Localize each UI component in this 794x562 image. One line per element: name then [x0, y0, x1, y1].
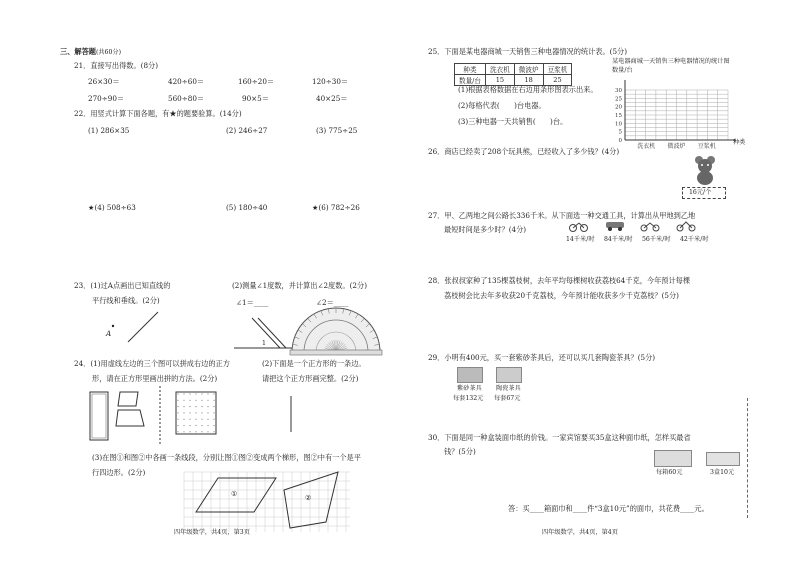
item1-price: 每套132元: [453, 395, 484, 402]
table-cell: 豆浆机: [543, 64, 572, 75]
table-cell: 18: [514, 75, 543, 86]
binding-line: [747, 398, 748, 518]
table-cell: 15: [486, 75, 515, 86]
q30-answer[interactable]: 答：买____箱面巾和____件“3盒10元”的面巾，共花费____元。: [508, 504, 709, 513]
speed-label: 14千米/时: [566, 236, 595, 243]
q27-line1: 27．甲、乙两地之间公路长336千米。从下面选一种交通工具，计算出从甲地到乙地: [428, 211, 696, 220]
angle-1-label: 1: [262, 340, 266, 347]
q21-item: 160÷20＝: [238, 77, 275, 86]
q24-line1: 24．(1)用虚线左边的三个图可以拼成右边的正方: [74, 359, 230, 368]
q22-item: (3) 775÷25: [316, 126, 358, 135]
box-price: 3盒10元: [710, 469, 735, 476]
q30-line1: 30．下面是同一种盒装面巾纸的价钱。一家宾馆要买35盒这种面巾纸，怎样买最省: [428, 433, 691, 442]
q21-item: 90×5＝: [242, 94, 269, 103]
q25-q2: (2)每格代表( )台电器。: [458, 101, 546, 110]
q28-line1: 28．张叔叔家种了135棵荔枝树，去年平均每棵树收获荔枝64千克，今年预计每棵: [428, 276, 691, 285]
q21-stem: 21．直接写出得数。(8分): [74, 61, 159, 70]
table-cell: 洗衣机: [486, 64, 515, 75]
point-a-label: A: [106, 329, 112, 338]
footer-left: 四年级数学，共4页，第3页: [174, 529, 250, 536]
q28-line2: 荔枝树会比去年多收获20千克荔枝，今年预计能收获多少千克荔枝？(5分): [444, 291, 679, 300]
tissue-boxes-image: [706, 452, 740, 466]
figure-2-label: ②: [305, 493, 312, 502]
bear-price: 16元/个: [689, 189, 712, 196]
angle1-answer[interactable]: ∠1＝____: [236, 298, 269, 307]
y-tick-label: 10: [615, 121, 622, 128]
item2-price: 每套67元: [494, 395, 521, 402]
ceramic-tea-set-image: [496, 367, 522, 383]
q24-line4: 行四边形。(2分): [92, 468, 146, 477]
item1-name: 紫砂茶具: [457, 385, 482, 392]
q25-stem: 25．下面是某电器商城一天销售三种电器情况的统计表。(5分): [428, 47, 628, 56]
motorcycle-icon: [641, 223, 659, 231]
q22-item: ★(4) 508÷63: [88, 203, 136, 212]
tissue-case-image: [654, 450, 692, 467]
q21-item: 420÷60＝: [168, 77, 205, 86]
category-label: 洗衣机: [637, 143, 656, 150]
q22-item: ★(6) 782÷26: [312, 203, 360, 212]
q21-item: 40×25＝: [316, 94, 348, 103]
q21-item: 26×30＝: [88, 77, 120, 86]
table-cell: 数量/台: [455, 75, 486, 86]
section-title: 三、解答题(共60分): [60, 47, 122, 56]
y-tick-label: 25: [615, 96, 622, 103]
q24-right1: (2)下面是一个正方形的一条边。: [262, 359, 366, 368]
q21-item: 270÷90＝: [88, 94, 125, 103]
table-cell: 25: [543, 75, 572, 86]
table-cell: 种类: [455, 64, 486, 75]
speed-label: 56千米/时: [642, 236, 671, 243]
car-icon: [606, 222, 624, 231]
category-label: 微波炉: [667, 143, 686, 150]
q23-line1: 23．(1)过A点画出已知直线的: [74, 281, 171, 290]
chart-title: 某电器商城一天销售三种电器情况的统计图: [612, 58, 730, 65]
q27-line2: 最短时间是多少时？(4分): [444, 225, 527, 234]
y-axis-label: 数量/台: [612, 67, 633, 74]
motorcycle-icon: [677, 222, 695, 231]
y-tick-label: 5: [618, 129, 622, 136]
q25-q1: (1)根据表格数据在右边用条形图表示出来。: [458, 85, 598, 94]
angle2-answer[interactable]: ∠2＝____: [316, 298, 349, 307]
speed-label: 84千米/时: [604, 236, 633, 243]
q22-item: (2) 246÷27: [226, 126, 268, 135]
q24-line3: (3)在图①和图②中各画一条线段，分别让图①图②变成两个梯形，图②中有一个是平: [92, 453, 361, 462]
x-axis-label: 种类: [733, 139, 746, 146]
y-tick-label: 20: [615, 104, 622, 111]
q22-item: (5) 180÷40: [226, 203, 268, 212]
q26-stem: 26．商店已经卖了208个玩具熊，已经收入了多少钱？(4分): [428, 147, 620, 156]
q30-line2: 钱？(5分): [444, 447, 476, 456]
bicycle-icon: [570, 223, 588, 232]
y-tick-label: 0: [618, 138, 622, 144]
category-label: 豆浆机: [697, 143, 716, 150]
q23-line2: 平行线和垂线。(2分): [92, 296, 160, 305]
y-tick-label: 30: [615, 88, 622, 94]
item2-name: 陶瓷茶具: [496, 385, 521, 392]
q24-line2: 形，请在正方形里画出拼的方法。(2分): [92, 374, 218, 383]
speed-label: 42千米/时: [680, 236, 709, 243]
case-price: 每箱60元: [656, 469, 683, 476]
q22-item: (1) 286×35: [88, 126, 130, 135]
y-tick-label: 15: [615, 113, 622, 119]
q21-item: 120÷30＝: [312, 77, 349, 86]
q21-item: 560÷80＝: [168, 94, 205, 103]
footer-right: 四年级数学，共4页，第4页: [542, 529, 618, 536]
purple-clay-tea-set-image: [457, 367, 483, 383]
q22-stem: 22．用竖式计算下面各题，有★的题要验算。(14分): [74, 109, 242, 118]
table-cell: 微波炉: [514, 64, 543, 75]
q25-q3: (3)三种电器一天共销售( )台。: [458, 117, 568, 126]
q23-right1: (2)测量∠1度数，并计算出∠2度数。(2分): [232, 281, 367, 290]
figure-1-label: ①: [231, 489, 238, 498]
q29-stem: 29．小明有400元，买一套紫砂茶具后，还可以买几套陶瓷茶具？(5分): [428, 353, 656, 362]
q24-right2: 请把这个正方形画完整。(2分): [262, 374, 359, 383]
